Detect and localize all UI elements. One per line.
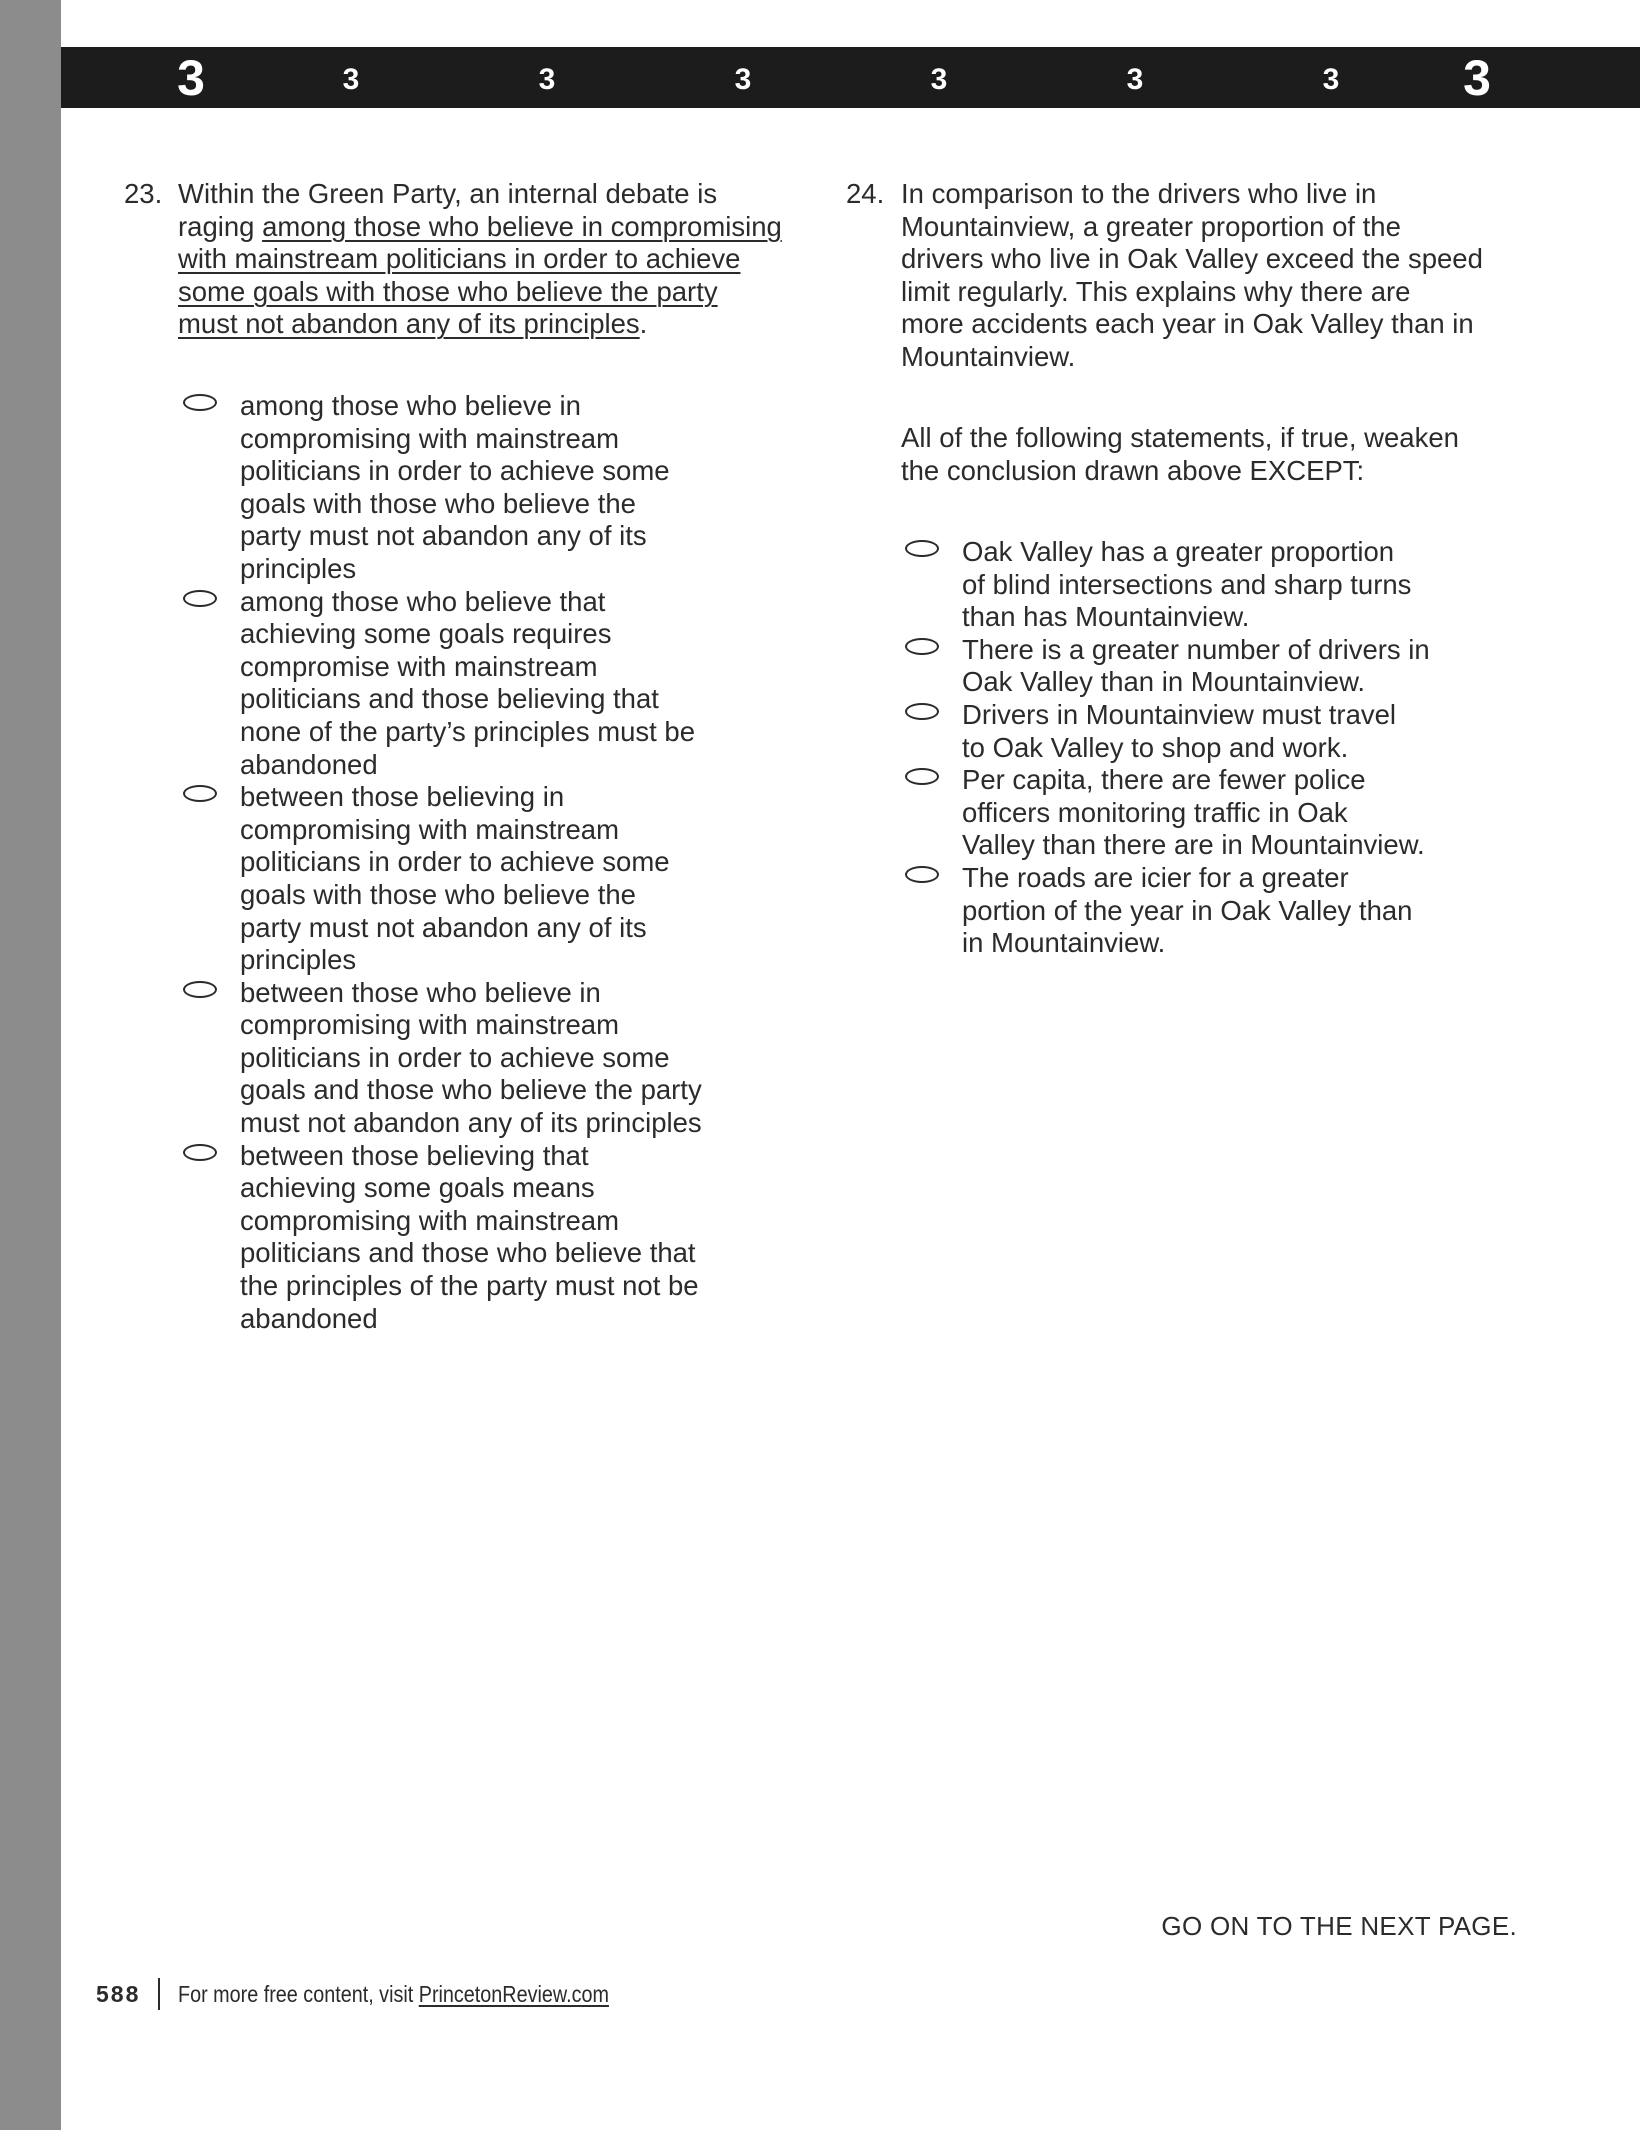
choice-text: between those believing that achieving some goals means compromising with mainstream politicians and those who believe that the principles of the party must not be abandoned — [240, 1139, 699, 1334]
go-on-notice: GO ON TO THE NEXT PAGE. — [1161, 1911, 1517, 1941]
answer-choice[interactable] — [905, 634, 1515, 699]
answer-choice[interactable] — [905, 699, 1515, 764]
question-24 — [846, 178, 1526, 978]
footer-text — [178, 1981, 609, 2008]
choice-text: among those who believe in compromising with mainstream politicians in order to achieve some goals with those who believe the party must not abandon any of its principles — [240, 390, 670, 584]
page-number: 588 — [96, 1980, 141, 2007]
answer-bubble-icon[interactable] — [183, 785, 217, 802]
footer-promo-text: For more free content, visit — [177, 1980, 419, 2007]
choice-text: among those who believe that achieving some goals requires compromise with mainstream politicians and those believing that none of the party’s principles must be abandoned — [240, 585, 696, 780]
answer-bubble-icon[interactable] — [905, 638, 939, 655]
answer-bubble-icon[interactable] — [905, 703, 939, 720]
question-number: 24. — [846, 178, 885, 209]
answer-bubble-icon[interactable] — [905, 540, 939, 557]
answer-choice[interactable] — [183, 1140, 803, 1336]
section-marker: 3 — [734, 63, 752, 96]
answer-choice[interactable] — [183, 586, 803, 782]
question-number: 23. — [124, 178, 163, 209]
answer-choice[interactable] — [183, 977, 803, 1140]
question-instruction: All of the following statements, if true, weaken the conclusion drawn above EXCEPT: — [901, 422, 1459, 486]
question-stem — [178, 178, 818, 341]
choice-text: Drivers in Mountainview must travel to Oak Valley to shop and work. — [962, 698, 1397, 763]
section-header-bar — [61, 47, 1640, 108]
answer-bubble-icon[interactable] — [183, 981, 217, 998]
section-marker: 3 — [1463, 50, 1491, 106]
answer-bubble-icon[interactable] — [183, 394, 217, 411]
answer-bubble-icon[interactable] — [905, 768, 939, 785]
choice-text: There is a greater number of drivers in Oak Valley than in Mountainview. — [962, 633, 1430, 698]
answer-choice[interactable] — [183, 390, 803, 586]
answer-bubble-icon[interactable] — [183, 1144, 217, 1161]
choice-text: The roads are icier for a greater portion of the year in Oak Valley than in Mountainview. — [962, 861, 1413, 959]
stem-intro: Within the Green Party, an internal debate is raging — [178, 178, 718, 242]
section-marker: 3 — [930, 63, 948, 96]
section-marker: 3 — [1322, 63, 1340, 96]
choice-text: Oak Valley has a greater proportion of blind intersections and sharp turns than has Mountainview. — [962, 536, 1412, 633]
section-marker: 3 — [538, 63, 556, 96]
answer-choices — [183, 390, 803, 1335]
stem-underlined: among those who believe in compromising with mainstream politicians in order to achieve some goals with those who believe the party must not abandon any of its principles — [178, 210, 782, 340]
question-stem: In comparison to the drivers who live in Mountainview, a greater proportion of the drivers who live in Oak Valley exceed the speed limit regularly. This explains why there are more accidents each year in Oak Valley than in Mountainview. — [901, 178, 1483, 372]
answer-bubble-icon[interactable] — [183, 590, 217, 607]
answer-choice[interactable] — [905, 536, 1515, 634]
page-gutter — [0, 0, 61, 2130]
footer-divider — [158, 1978, 160, 2010]
answer-choice[interactable] — [905, 862, 1515, 960]
question-23 — [124, 178, 824, 1358]
answer-choice[interactable] — [183, 781, 803, 977]
answer-choices — [905, 536, 1515, 960]
answer-bubble-icon[interactable] — [905, 866, 939, 883]
section-marker: 3 — [1126, 63, 1144, 96]
choice-text: between those believing in compromising with mainstream politicians in order to achieve some goals with those who believe the party must not abandon any of its principles — [240, 781, 670, 976]
section-marker: 3 — [177, 50, 205, 106]
answer-choice[interactable] — [905, 764, 1515, 862]
section-marker: 3 — [342, 63, 360, 96]
page-footer — [96, 1978, 679, 2010]
footer-link[interactable]: PrincetonReview.com — [418, 1980, 609, 2007]
choice-text: Per capita, there are fewer police officers monitoring traffic in Oak Valley than there are in Mountainview. — [962, 764, 1425, 861]
stem-end: . — [639, 308, 648, 340]
choice-text: between those who believe in compromising with mainstream politicians in order to achieve some goals and those who believe the party must not abandon any of its principles — [240, 976, 702, 1139]
